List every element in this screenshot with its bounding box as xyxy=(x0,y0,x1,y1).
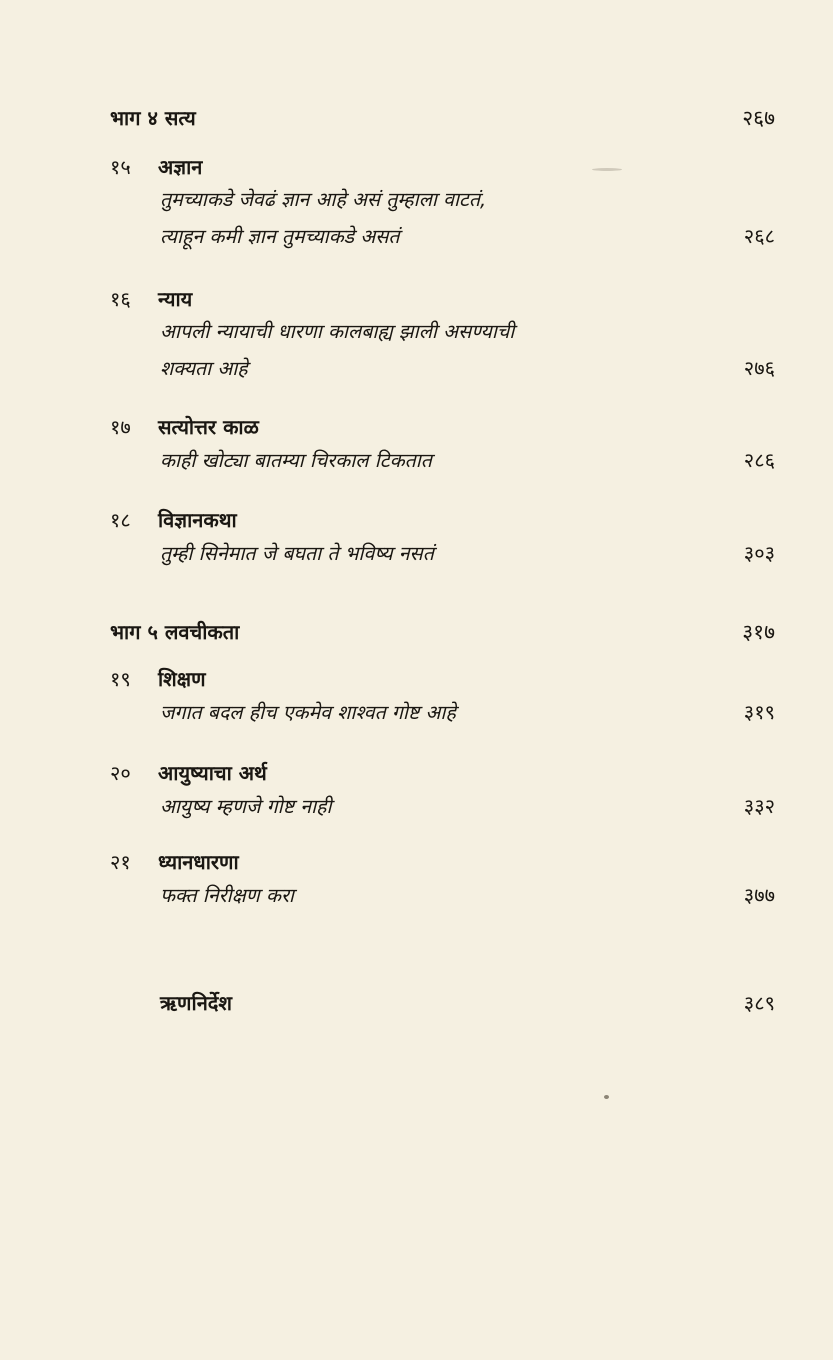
chapter-heading xyxy=(110,284,775,314)
chapter-subtitle: तुमच्याकडे जेवढं ज्ञान आहे असं तुम्हाला वाटतं, xyxy=(160,188,487,211)
chapter-heading xyxy=(110,505,775,535)
page-number: २६८ xyxy=(743,224,775,248)
chapter-title: ध्यानधारणा xyxy=(158,850,239,874)
chapter-subtitle: आपली न्यायाची धारणा कालबाह्य झाली असण्याची xyxy=(160,320,515,343)
chapter-number: १९ xyxy=(110,667,131,691)
part-4-heading xyxy=(110,104,775,132)
chapter-20 xyxy=(110,758,775,825)
chapter-number: १६ xyxy=(110,287,131,311)
chapter-heading xyxy=(110,412,775,442)
chapter-19 xyxy=(110,664,775,731)
chapter-16 xyxy=(110,284,775,387)
part-5-heading xyxy=(110,618,775,646)
chapter-title: अज्ञान xyxy=(158,155,203,179)
page-number: ३३२ xyxy=(743,794,775,818)
page-number: २७६ xyxy=(743,356,775,380)
chapter-title: विज्ञानकथा xyxy=(158,508,237,532)
chapter-heading xyxy=(110,847,775,877)
chapter-15 xyxy=(110,152,775,255)
part-label: भाग ४ सत्य xyxy=(110,106,196,130)
chapter-title: सत्योत्तर काळ xyxy=(158,415,259,439)
chapter-title: आयुष्याचा अर्थ xyxy=(158,761,267,785)
page-number: २८६ xyxy=(743,448,775,472)
page-number: ३०३ xyxy=(743,541,775,565)
chapter-title: न्याय xyxy=(158,287,193,311)
chapter-18 xyxy=(110,505,775,572)
chapter-heading xyxy=(110,664,775,694)
chapter-title: शिक्षण xyxy=(158,667,206,691)
chapter-number: २० xyxy=(110,761,131,785)
chapter-number: १७ xyxy=(110,415,131,439)
chapter-17 xyxy=(110,412,775,479)
chapter-subtitle: तुम्ही सिनेमात जे बघता ते भविष्य नसतं xyxy=(160,542,434,565)
chapter-heading xyxy=(110,758,775,788)
chapter-subtitle: शक्यता आहे xyxy=(160,357,248,380)
chapter-subtitle: त्याहून कमी ज्ञान तुमच्याकडे असतं xyxy=(160,225,400,248)
chapter-subtitle: फक्त निरीक्षण करा xyxy=(160,884,294,907)
page-number: ३७७ xyxy=(743,883,775,907)
page-number: ३८९ xyxy=(743,991,775,1015)
chapter-number: १५ xyxy=(110,155,131,179)
chapter-number: १८ xyxy=(110,508,131,532)
page-number: ३१९ xyxy=(743,700,775,724)
chapter-subtitle: आयुष्य म्हणजे गोष्ट नाही xyxy=(160,795,332,818)
chapter-heading xyxy=(110,152,775,182)
chapter-subtitle: काही खोट्या बातम्या चिरकाल टिकतात xyxy=(160,449,432,472)
ink-speck xyxy=(604,1095,609,1099)
ink-smudge xyxy=(592,168,622,171)
page-number: ३१७ xyxy=(742,620,775,644)
part-label: भाग ५ लवचीकता xyxy=(110,620,240,644)
chapter-subtitle: जगात बदल हीच एकमेव शाश्वत गोष्ट आहे xyxy=(160,701,456,724)
credits-entry xyxy=(110,988,775,1018)
chapter-number: २१ xyxy=(110,850,131,874)
page-number: २६७ xyxy=(742,106,775,130)
chapter-21 xyxy=(110,847,775,914)
credits-label: ऋणनिर्देश xyxy=(160,991,233,1015)
